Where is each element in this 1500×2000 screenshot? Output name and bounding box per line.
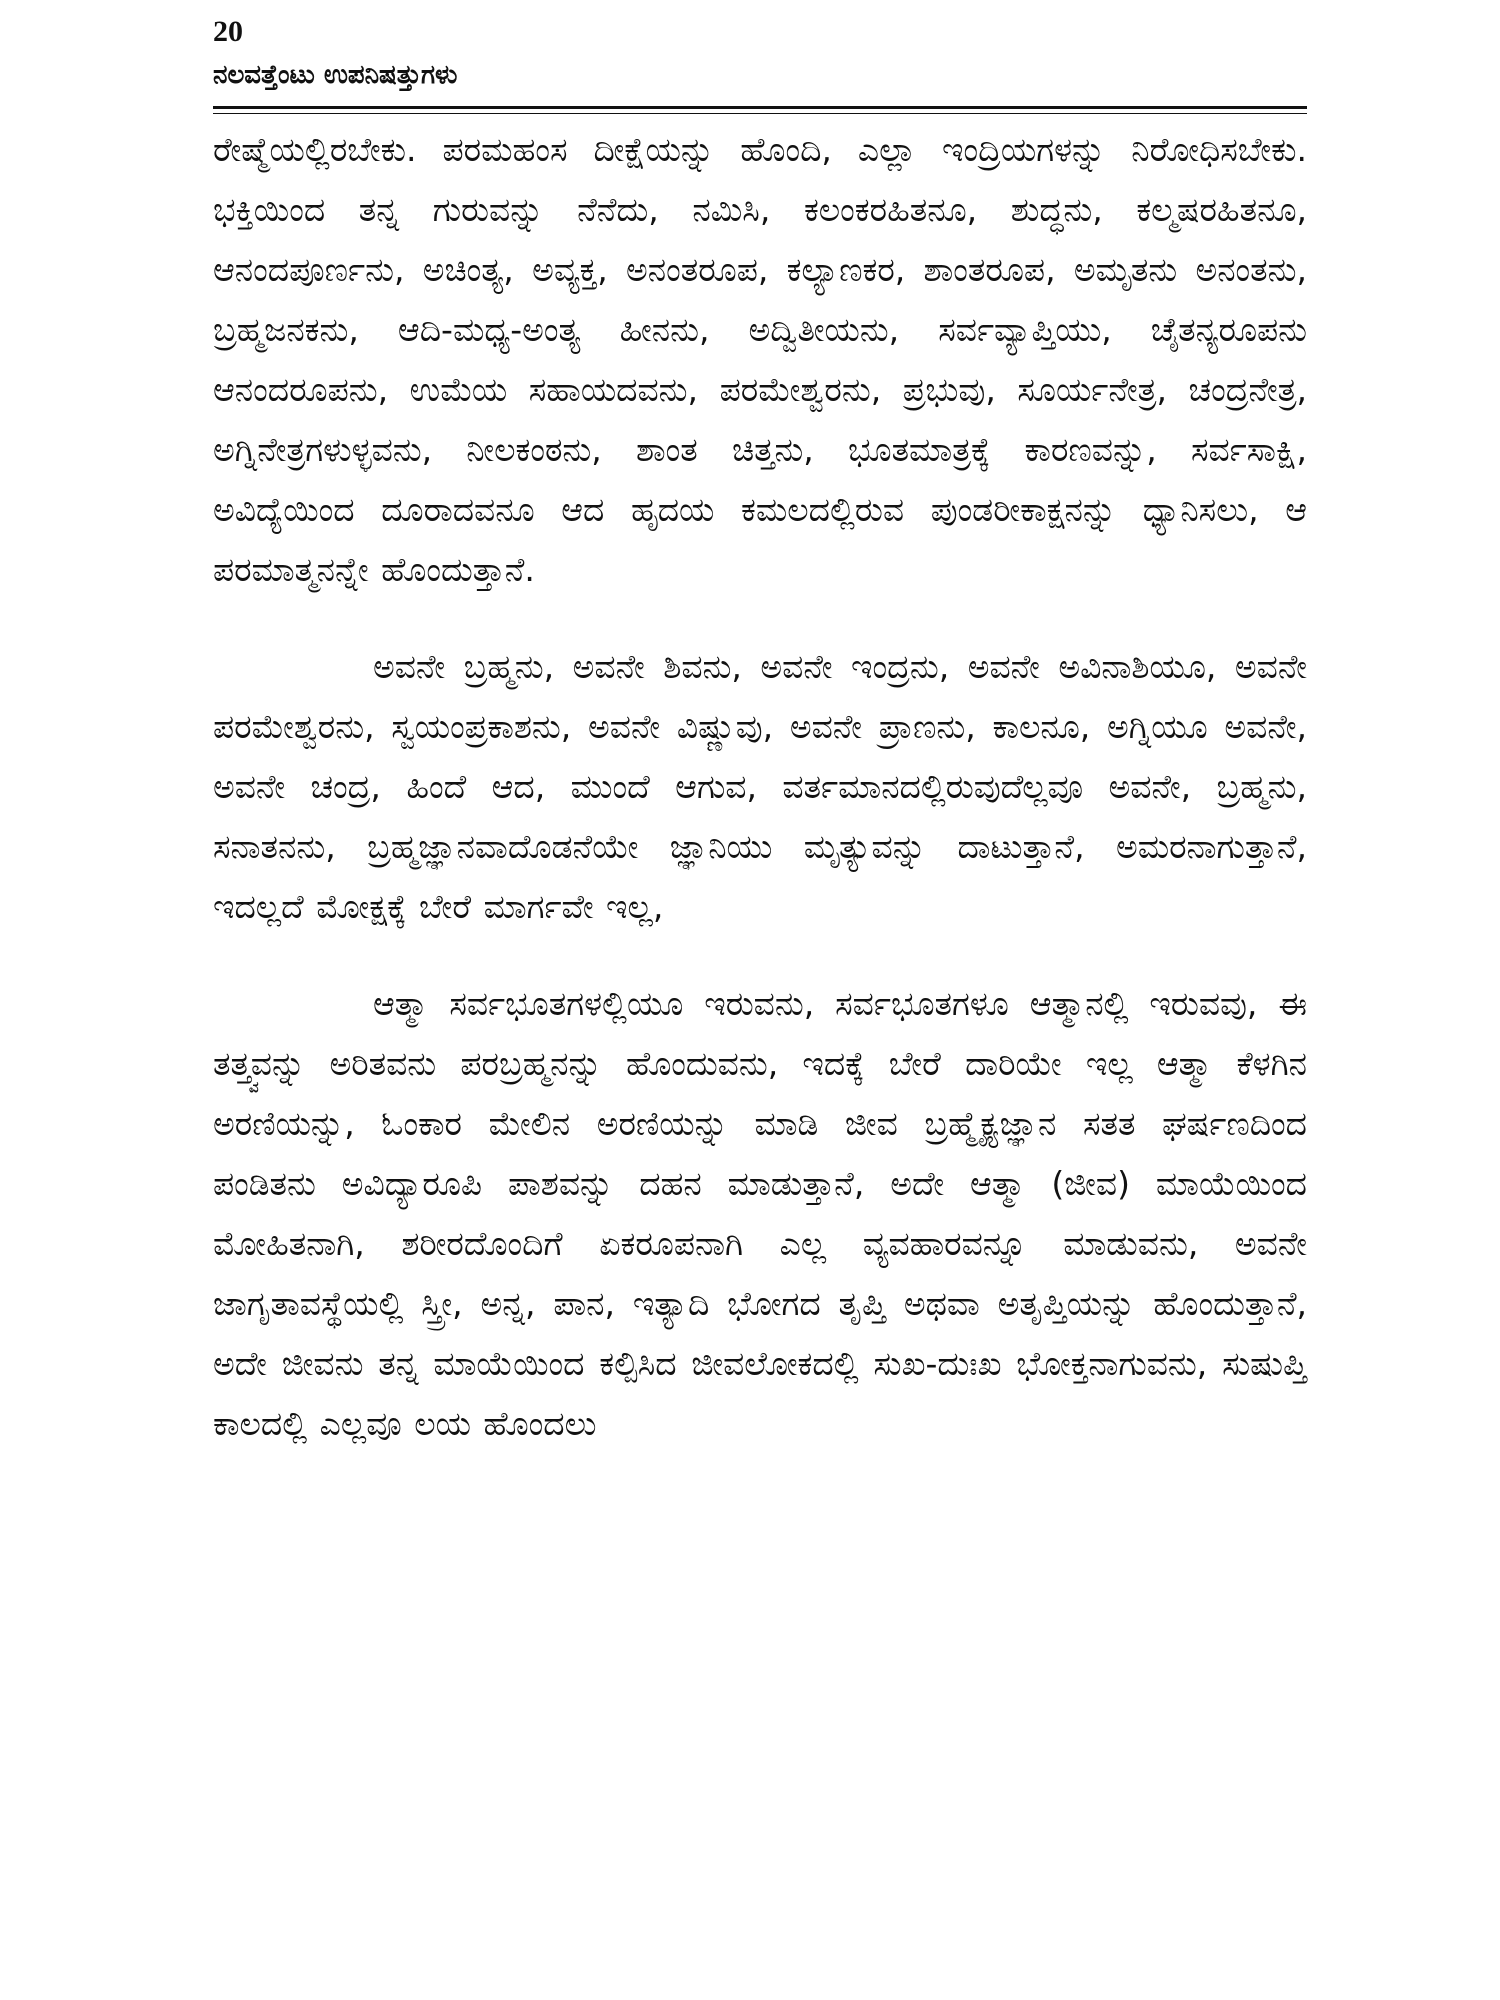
page-number: 20 <box>213 15 243 48</box>
header-rule-thin <box>213 113 1307 114</box>
body-text <box>213 120 1307 1454</box>
paragraph: ಅವನೇ ಬ್ರಹ್ಮನು, ಅವನೇ ಶಿವನು, ಅವನೇ ಇಂದ್ರನು, ಅವನೇ ಅವಿನಾಶಿಯೂ, ಅವನೇ ಪರಮೇಶ್ವರನು, ಸ್ವಯಂಪ್ರಕಾಶನು, ಅವನೇ ವಿಷ್ಣುವು, ಅವನೇ ಪ್ರಾಣನು, ಕಾಲನೂ, ಅಗ್ನಿಯೂ ಅವನೇ, ಅವನೇ ಚಂದ್ರ, ಹಿಂದೆ ಆದ, ಮುಂದೆ ಆಗುವ, ವರ್ತಮಾನದಲ್ಲಿರುವುದೆಲ್ಲವೂ ಅವನೇ, ಬ್ರಹ್ಮನು, ಸನಾತನನು, ಬ್ರಹ್ಮಜ್ಞಾನವಾದೊಡನೆಯೇ ಜ್ಞಾನಿಯು ಮೃತ್ಯುವನ್ನು ದಾಟುತ್ತಾನೆ, ಅಮರನಾಗುತ್ತಾನೆ, ಇದಲ್ಲದೆ ಮೋಕ್ಷಕ್ಕೆ ಬೇರೆ ಮಾರ್ಗವೇ ಇಲ್ಲ, <box>213 647 1307 926</box>
header-rule <box>213 106 1307 109</box>
paragraph: ಆತ್ಮಾ ಸರ್ವಭೂತಗಳಲ್ಲಿಯೂ ಇರುವನು, ಸರ್ವಭೂತಗಳೂ ಆತ್ಮಾನಲ್ಲಿ ಇರುವವು, ಈ ತತ್ತ್ವವನ್ನು ಅರಿತವನು ಪರಬ್ರಹ್ಮನನ್ನು ಹೊಂದುವನು, ಇದಕ್ಕೆ ಬೇರೆ ದಾರಿಯೇ ಇಲ್ಲ ಆತ್ಮಾ ಕೆಳಗಿನ ಅರಣಿಯನ್ನು, ಓಂಕಾರ ಮೇಲಿನ ಅರಣಿಯನ್ನು ಮಾಡಿ ಜೀವ ಬ್ರಹ್ಮೈಕ್ಯಜ್ಞಾನ ಸತತ ಘರ್ಷಣದಿಂದ ಪಂಡಿತನು ಅವಿದ್ಯಾರೂಪಿ ಪಾಶವನ್ನು ದಹನ ಮಾಡುತ್ತಾನೆ, ಅದೇ ಆತ್ಮಾ (ಜೀವ) ಮಾಯೆಯಿಂದ ಮೋಹಿತನಾಗಿ, ಶರೀರದೊಂದಿಗೆ ಏಕರೂಪನಾಗಿ ಎಲ್ಲ ವ್ಯವಹಾರವನ್ನೂ ಮಾಡುವನು, ಅವನೇ ಜಾಗೃತಾವಸ್ಥೆಯಲ್ಲಿ ಸ್ತ್ರೀ, ಅನ್ನ, ಪಾನ, ಇತ್ಯಾದಿ ಭೋಗದ ತೃಪ್ತಿ ಅಥವಾ ಅತೃಪ್ತಿಯನ್ನು ಹೊಂದುತ್ತಾನೆ, ಅದೇ ಜೀವನು ತನ್ನ ಮಾಯೆಯಿಂದ ಕಲ್ಪಿಸಿದ ಜೀವಲೋಕದಲ್ಲಿ ಸುಖ-ದುಃಖ ಭೋಕ್ತನಾಗುವನು, ಸುಷುಪ್ತಿ ಕಾಲದಲ್ಲಿ ಎಲ್ಲವೂ ಲಯ ಹೊಂದಲು <box>213 984 1307 1443</box>
running-title: ನಲವತ್ತೆಂಟು ಉಪನಿಷತ್ತುಗಳು <box>213 60 458 90</box>
paragraph: ರೇಷ್ಮೆಯಲ್ಲಿರಬೇಕು. ಪರಮಹಂಸ ದೀಕ್ಷೆಯನ್ನು ಹೊಂದಿ, ಎಲ್ಲಾ ಇಂದ್ರಿಯಗಳನ್ನು ನಿರೋಧಿಸಬೇಕು. ಭಕ್ತಿಯಿಂದ ತನ್ನ ಗುರುವನ್ನು ನೆನೆದು, ನಮಿಸಿ, ಕಲಂಕರಹಿತನೂ, ಶುದ್ಧನು, ಕಲ್ಮಷರಹಿತನೂ, ಆನಂದಪೂರ್ಣನು, ಅಚಿಂತ್ಯ, ಅವ್ಯಕ್ತ, ಅನಂತರೂಪ, ಕಲ್ಯಾಣಕರ, ಶಾಂತರೂಪ, ಅಮೃತನು ಅನಂತನು, ಬ್ರಹ್ಮಜನಕನು, ಆದಿ-ಮಧ್ಯ-ಅಂತ್ಯ ಹೀನನು, ಅದ್ವಿತೀಯನು, ಸರ್ವವ್ಯಾಪ್ತಿಯು, ಚೈತನ್ಯರೂಪನು ಆನಂದರೂಪನು, ಉಮೆಯ ಸಹಾಯದವನು, ಪರಮೇಶ್ವರನು, ಪ್ರಭುವು, ಸೂರ್ಯನೇತ್ರ, ಚಂದ್ರನೇತ್ರ, ಅಗ್ನಿನೇತ್ರಗಳುಳ್ಳವನು, ನೀಲಕಂಠನು, ಶಾಂತ ಚಿತ್ತನು, ಭೂತಮಾತ್ರಕ್ಕೆ ಕಾರಣವನ್ನು, ಸರ್ವಸಾಕ್ಷಿ, ಅವಿದ್ಯೆಯಿಂದ ದೂರಾದವನೂ ಆದ ಹೃದಯ ಕಮಲದಲ್ಲಿರುವ ಪುಂಡರೀಕಾಕ್ಷನನ್ನು ಧ್ಯಾನಿಸಲು, ಆ ಪರಮಾತ್ಮನನ್ನೇ ಹೊಂದುತ್ತಾನೆ. <box>213 130 1307 589</box>
